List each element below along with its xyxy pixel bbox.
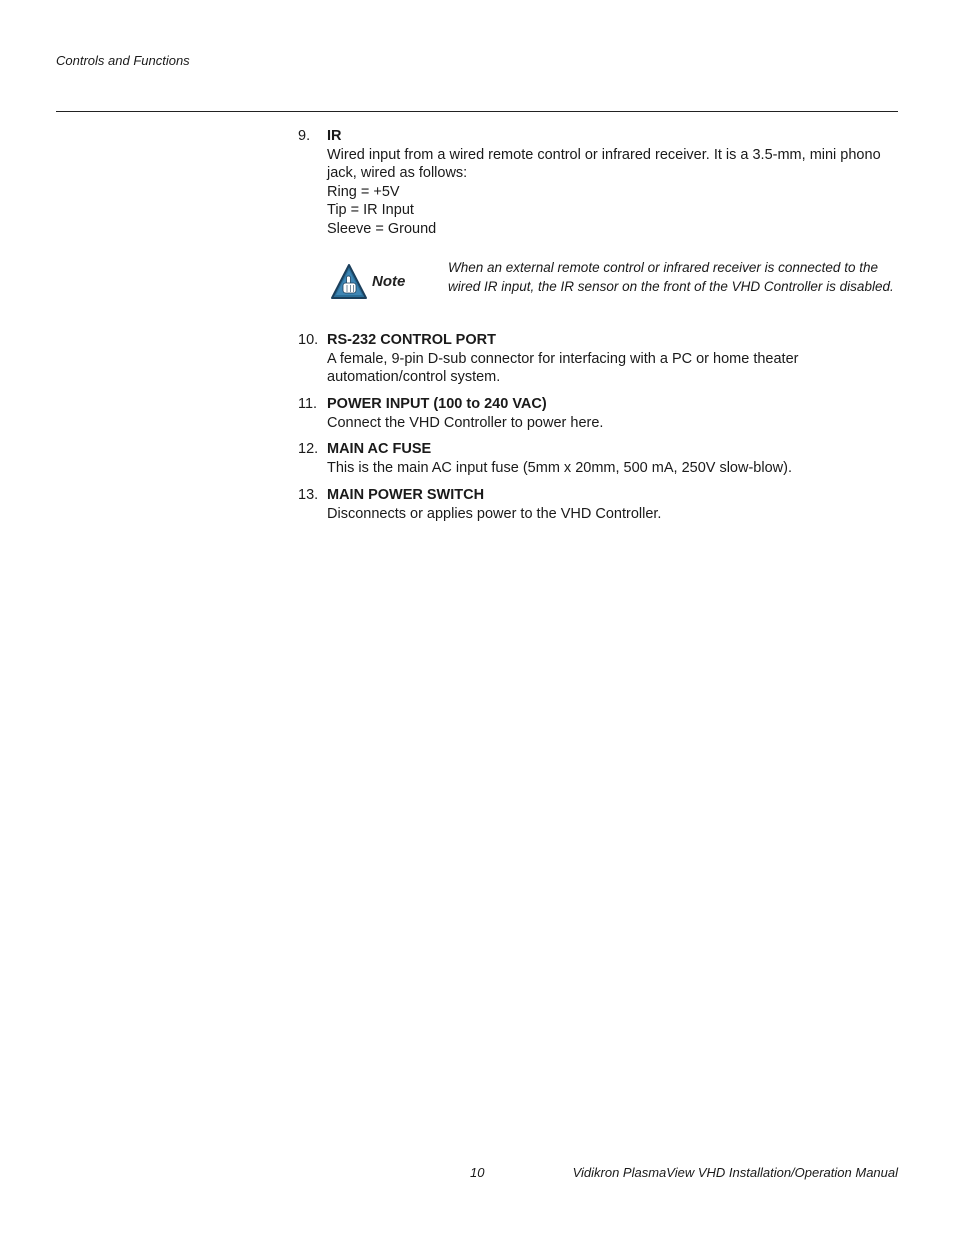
note-box <box>330 258 900 304</box>
header-divider <box>56 111 898 112</box>
item-text: automation/control system. <box>327 369 501 385</box>
running-header: Controls and Functions <box>56 53 190 68</box>
item-text: A female, 9-pin D-sub connector for interfacing with a PC or home theater <box>327 350 799 367</box>
item-text: Connect the VHD Controller to power here. <box>327 414 604 431</box>
manual-title: Vidikron PlasmaView VHD Installation/Operation Manual <box>572 1165 898 1180</box>
page-number: 10 <box>470 1165 485 1180</box>
note-text <box>448 259 900 296</box>
item-number: 13. <box>298 487 319 503</box>
item-text: Ring = +5V <box>327 183 400 200</box>
item-text: jack, wired as follows: <box>327 165 468 181</box>
list-item-power-input <box>298 395 898 432</box>
item-heading: POWER INPUT (100 to 240 VAC) <box>327 396 547 412</box>
item-text: Tip = IR Input <box>327 202 414 218</box>
list-item-main-power-switch <box>298 486 898 523</box>
item-number: 9. <box>298 128 311 144</box>
item-text: Wired input from a wired remote control or infrared receiver. It is a 3.5-mm, mini phono <box>327 146 881 163</box>
item-heading: RS-232 CONTROL PORT <box>327 332 496 348</box>
item-text: Disconnects or applies power to the VHD Controller. <box>327 505 662 522</box>
item-heading: MAIN POWER SWITCH <box>327 487 485 503</box>
item-number: 12. <box>298 441 319 457</box>
note-pointing-hand-icon <box>330 263 368 301</box>
item-text: Sleeve = Ground <box>327 220 437 237</box>
list-item-ir <box>298 127 898 238</box>
item-text: This is the main AC input fuse (5mm x 20mm, 500 mA, 250V slow-blow). <box>327 459 792 476</box>
note-text-line: When an external remote control or infrared receiver is connected to the <box>448 260 878 275</box>
item-number: 11. <box>298 396 318 412</box>
list-item-main-ac-fuse <box>298 440 898 477</box>
item-heading: MAIN AC FUSE <box>327 441 432 457</box>
item-number: 10. <box>298 332 319 348</box>
item-heading: IR <box>327 128 342 144</box>
list-item-rs232-control-port <box>298 331 898 387</box>
note-label: Note <box>372 273 406 290</box>
note-text-line: wired IR input, the IR sensor on the front of the VHD Controller is disabled. <box>448 278 894 294</box>
